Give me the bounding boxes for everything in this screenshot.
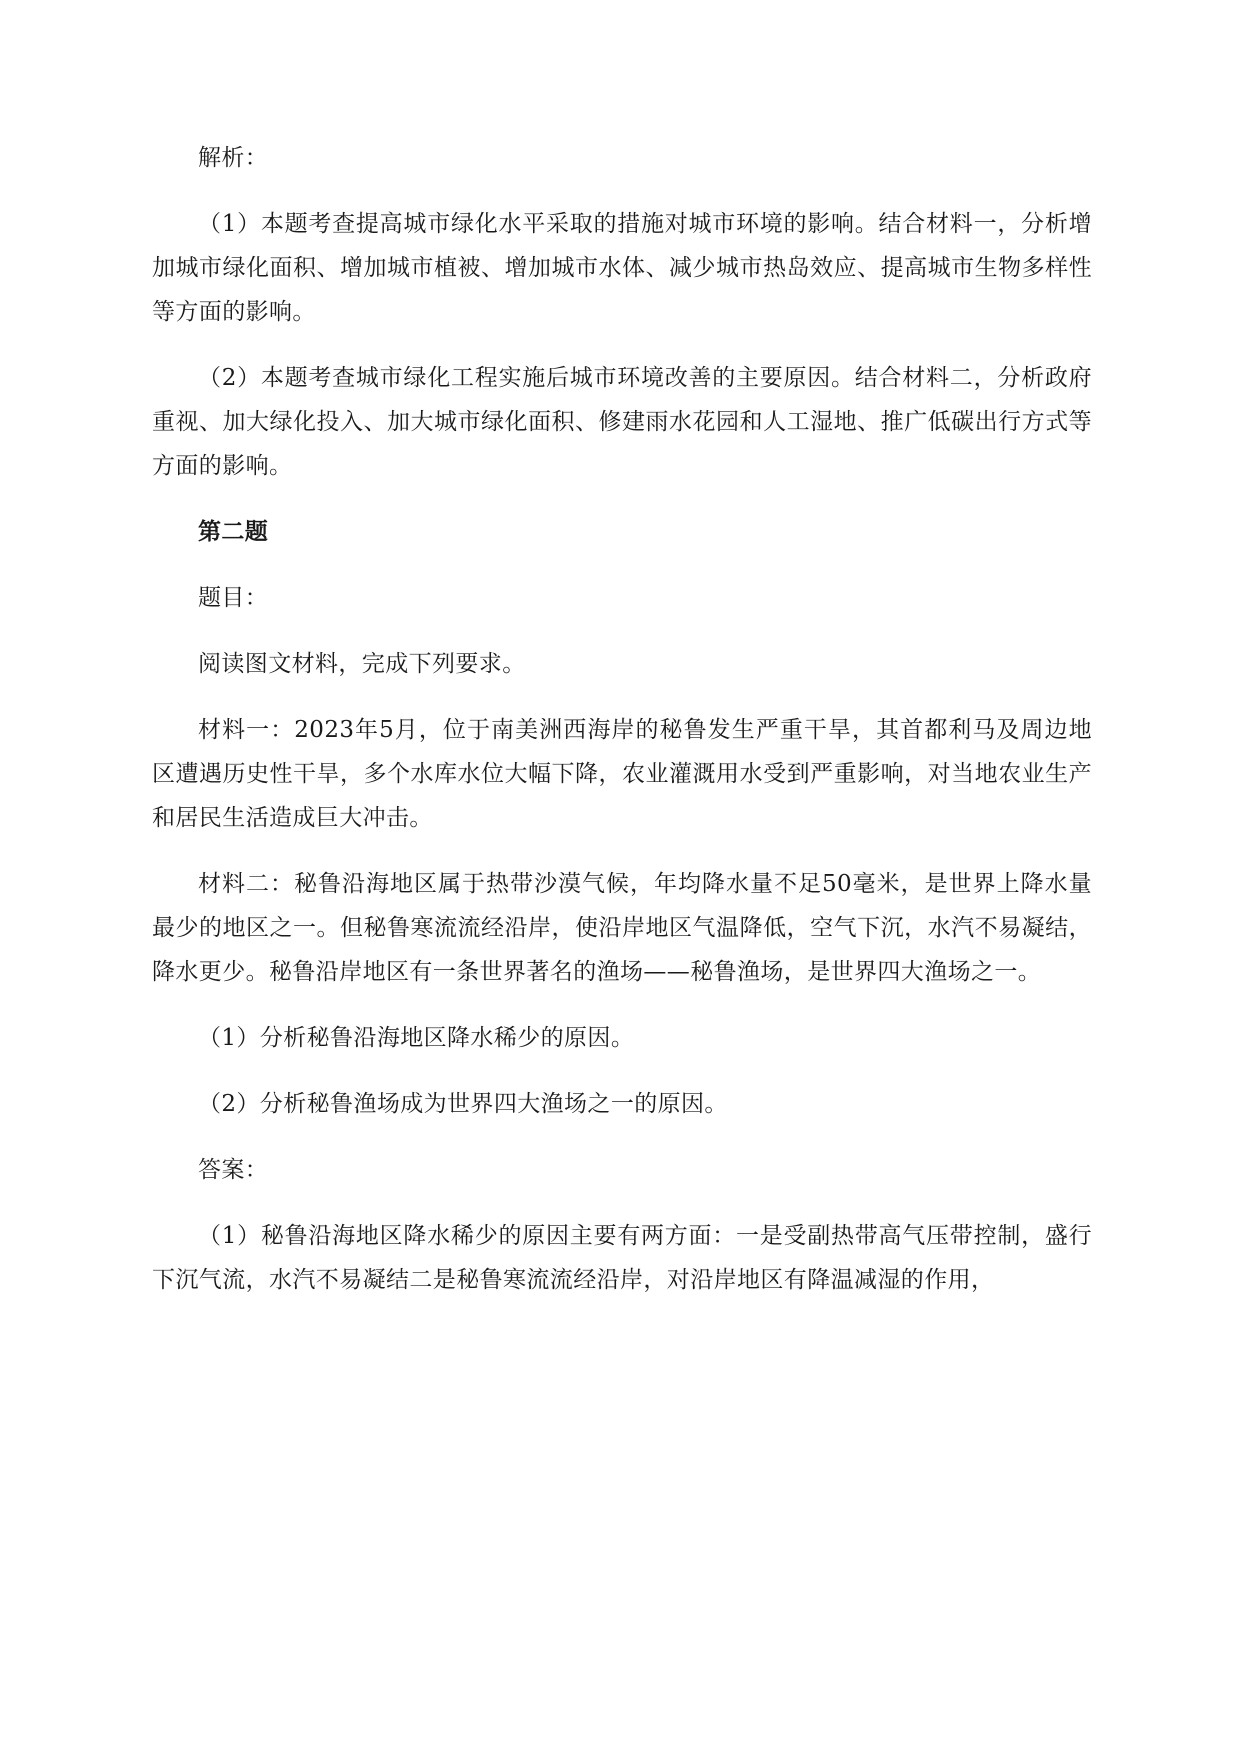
analysis-point-2: （2）本题考查城市绿化工程实施后城市环境改善的主要原因。结合材料二，分析政府重视、加大绿化投入、加大城市绿化面积、修建雨水花园和人工湿地、推广低碳出行方式等方面的影响。: [152, 365, 1092, 479]
analysis-label: 解析：: [198, 145, 269, 171]
analysis-point-1: （1）本题考查提高城市绿化水平采取的措施对城市环境的影响。结合材料一，分析增加城市绿化面积、增加城市植被、增加城市水体、减少城市热岛效应、提高城市生物多样性等方面的影响。: [152, 211, 1092, 325]
section-heading: 第二题: [198, 518, 269, 545]
answer-label: 答案：: [198, 1157, 269, 1183]
question-label: 题目：: [198, 585, 269, 611]
question-2: （2）分析秘鲁渔场成为世界四大渔场之一的原因。: [198, 1091, 728, 1117]
question-instruction: 阅读图文材料，完成下列要求。: [198, 651, 526, 677]
question-1: （1）分析秘鲁沿海地区降水稀少的原因。: [198, 1025, 635, 1051]
material-2: 材料二：秘鲁沿海地区属于热带沙漠气候，年均降水量不足50毫米，是世界上降水量最少的地区之一。但秘鲁寒流流经沿岸，使沿岸地区气温降低，空气下沉，水汽不易凝结，降水更少。秘鲁沿岸地区有一条世界著名的渔场——秘鲁渔场，是世界四大渔场之一。: [152, 871, 1092, 985]
material-1: 材料一：2023年5月，位于南美洲西海岸的秘鲁发生严重干旱，其首都利马及周边地区遭遇历史性干旱，多个水库水位大幅下降，农业灌溉用水受到严重影响，对当地农业生产和居民生活造成巨大冲击。: [152, 717, 1092, 831]
answer-1: （1）秘鲁沿海地区降水稀少的原因主要有两方面：一是受副热带高气压带控制，盛行下沉气流，水汽不易凝结二是秘鲁寒流流经沿岸，对沿岸地区有降温减湿的作用，: [152, 1223, 1092, 1293]
document-page: [152, 136, 1092, 1324]
